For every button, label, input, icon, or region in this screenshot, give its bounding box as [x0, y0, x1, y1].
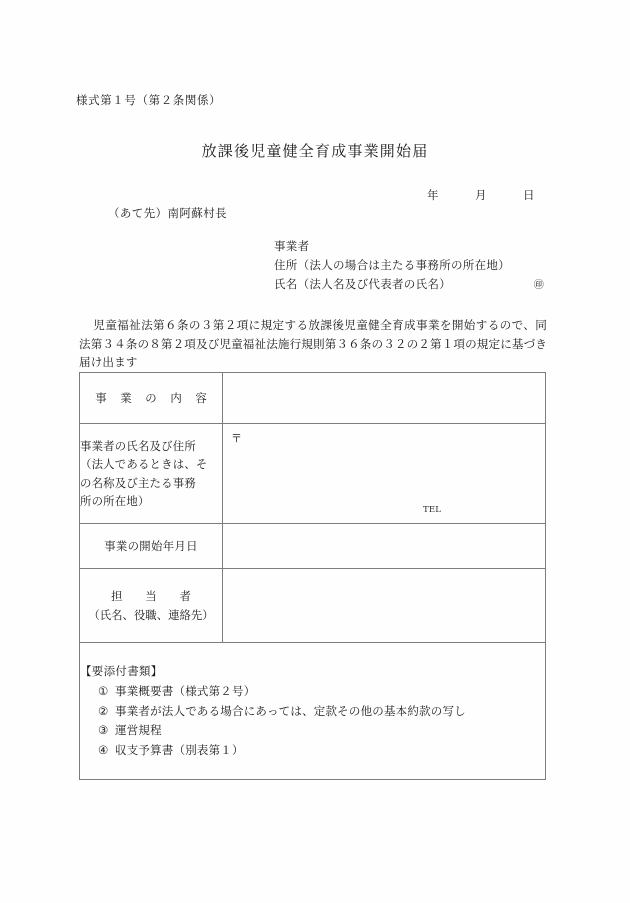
row-label-operator-name-address [80, 424, 223, 524]
label-line: 担 当 者 [111, 588, 191, 603]
label-line: 事業者の氏名及び住所 [80, 438, 196, 453]
postal-code-icon: 〒 [231, 432, 242, 445]
item-text: 運営規程 [115, 723, 162, 737]
item-number: ② [98, 703, 109, 718]
item-text: 事業概要書（様式第２号） [115, 684, 256, 698]
attachments-title: 【要添付書類】 [80, 664, 163, 678]
row-value-contact-person[interactable] [223, 569, 546, 643]
month-label: 月 [475, 188, 487, 202]
list-item [80, 682, 545, 702]
row-label-contact-person [80, 569, 223, 643]
date-line [0, 187, 545, 203]
item-text: 収支予算書（別表第１） [115, 742, 244, 757]
attachments-row [80, 643, 546, 780]
list-item [80, 721, 545, 741]
item-number: ③ [98, 723, 109, 737]
form-number: 様式第１号（第２条関係） [76, 93, 222, 107]
row-value-start-date[interactable] [223, 524, 546, 569]
row-label-business-content: 事 業 の 内 容 [80, 373, 223, 424]
addressee: （あて先）南阿蘇村長 [108, 206, 227, 220]
table-row [80, 569, 546, 643]
attachments-list [80, 682, 545, 760]
list-item [80, 741, 545, 761]
day-label: 日 [523, 188, 535, 202]
attachments-cell [80, 643, 546, 780]
row-value-business-content[interactable] [223, 373, 546, 424]
list-item [80, 702, 545, 722]
label-line: の名称及び主たる事務 [80, 475, 196, 490]
item-number: ① [98, 684, 109, 698]
form-table [79, 372, 546, 780]
table-row [80, 424, 546, 524]
seal-icon: ㊞ [533, 280, 544, 291]
body-paragraph [79, 316, 547, 372]
label-line: 所の所在地） [80, 494, 150, 508]
operator-name-row [274, 275, 544, 294]
label-line: （氏名、役職、連絡先） [88, 607, 214, 622]
operator-block [274, 237, 544, 294]
item-number: ④ [98, 742, 109, 757]
row-label-start-date: 事業の開始年月日 [80, 524, 223, 569]
operator-name-line: 氏名（法人名及び代表者の氏名） [274, 277, 451, 291]
operator-address-line: 住所（法人の場合は主たる事務所の所在地） [274, 258, 510, 272]
page-title: 放課後児童健全育成事業開始届 [201, 142, 429, 160]
year-label: 年 [427, 188, 439, 202]
paragraph-text: 児童福祉法第６条の３第２項に規定する放課後児童健全育成事業を開始するので、同法第３４条の８第２項及び児童福祉法施行規則第３６条の３２の２第１項の規定に基づき届け出ます [79, 318, 547, 370]
table-row [80, 524, 546, 569]
operator-heading: 事業者 [274, 239, 310, 253]
telephone-label: TEL [423, 505, 442, 515]
row-value-operator-name-address[interactable] [223, 424, 546, 524]
item-text: 事業者が法人である場合にあっては、定款その他の基本約款の写し [115, 703, 466, 718]
label-line: （法人であるときは、そ [80, 457, 208, 471]
table-row [80, 373, 546, 424]
